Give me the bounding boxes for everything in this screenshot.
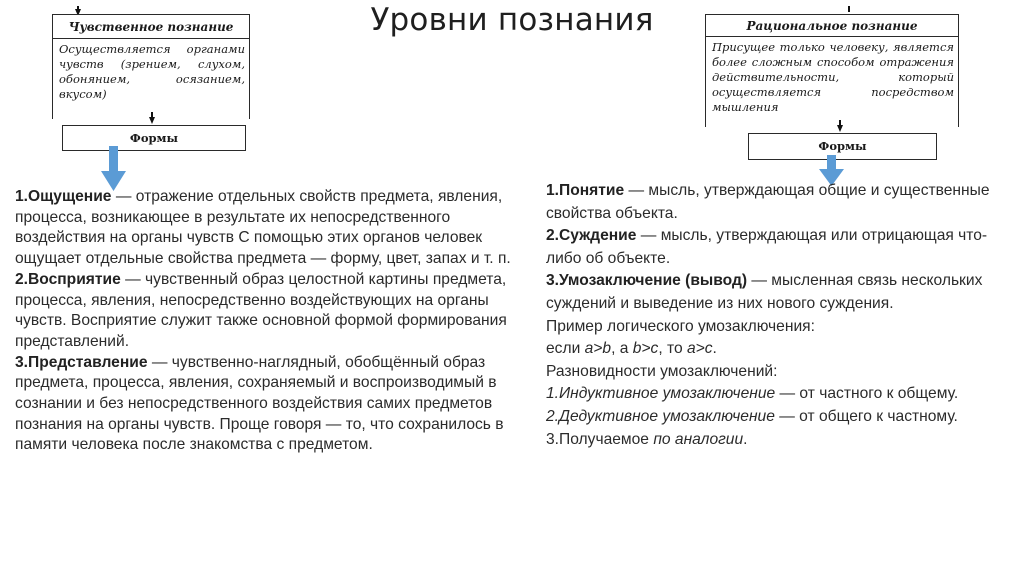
varieties-label: Разновидности умозаключений: — [546, 362, 778, 380]
variety-analogy-prefix: 3.Получаемое — [546, 430, 654, 448]
rational-cognition-box — [705, 14, 959, 127]
rational-cognition-header: Рациональное познание — [706, 15, 958, 37]
variety-deductive-desc: — от общего к частному. — [774, 407, 958, 425]
variety-inductive-desc: — от частного к общему. — [775, 385, 959, 403]
definition-representation: — чувственно-наглядный, обобщённый образ предмета, процесса, явления, сохраняемый и воспроизводимый в сознании и без непосредственного воздействия самих предметов познания на органы чувств. Проще говоря — то, что сохранилось в памяти человека после знакомства с предметом. — [15, 353, 504, 454]
variety-analogy-term: по аналогии — [653, 430, 744, 448]
variety-deductive — [546, 406, 1016, 429]
sensory-forms-list — [15, 187, 535, 456]
logic-example — [546, 338, 1016, 361]
list-item-concept — [546, 180, 1016, 225]
sensory-forms-box — [62, 125, 246, 151]
example-a-gt-b: a>b — [584, 340, 612, 358]
definition-judgment: — мысль, утверждающая или отрицающая что-либо об объекте. — [546, 227, 988, 267]
down-arrowhead-icon — [837, 125, 843, 132]
example-and: , а — [611, 340, 633, 358]
variety-inductive — [546, 383, 1016, 406]
term-judgment: 2.Суждение — [546, 227, 637, 245]
rational-forms-list — [546, 180, 1016, 451]
term-sensation: 1.Ощущение — [15, 188, 112, 205]
down-arrowhead-icon — [149, 117, 155, 124]
sensory-cognition-box — [52, 14, 250, 119]
list-item-perception — [15, 270, 535, 353]
term-concept: 1.Понятие — [546, 182, 625, 199]
example-b-gt-c: b>c — [632, 340, 659, 358]
term-inference: 3.Умозаключение (вывод) — [546, 272, 748, 290]
example-label: Пример логического умозаключения: — [546, 317, 815, 335]
sensory-cognition-header: Чувственное познание — [53, 15, 249, 39]
list-item-sensation — [15, 187, 535, 270]
term-representation: 3.Представление — [15, 353, 148, 371]
definition-inference: — мысленная связь нескольких суждений и выведение из них нового суждения. — [546, 272, 983, 312]
definition-perception: — чувственный образ целостной картины предмета, процесса, явления, непосредственно воздействующих на органы чувств. Восприятие служит также основной формой формирования представлений. — [15, 270, 507, 350]
list-item-inference — [546, 270, 1016, 315]
rational-forms-label: Формы — [818, 139, 867, 153]
example-then: , то — [658, 340, 687, 358]
list-item-judgment — [546, 225, 1016, 270]
sensory-forms-label: Формы — [129, 131, 179, 145]
example-end: . — [712, 340, 717, 358]
example-a-gt-c: a>c — [686, 340, 713, 358]
term-perception: 2.Восприятие — [15, 270, 121, 288]
sensory-cognition-description: Осуществляется органами чувств (зрением, слухом, обонянием, осязанием, вкусом) — [59, 42, 245, 101]
example-if: если — [546, 340, 585, 358]
connector-line — [848, 6, 850, 12]
definition-sensation: — отражение отдельных свойств предмета, явления, процесса, возникающее в результате их непосредственного воздействия на органы чувств С помощью этих органов человек ощущает отдельные свойства предмета — форму, цвет, запах и т. п. — [15, 188, 511, 268]
slide-title: Уровни познания — [370, 2, 654, 38]
variety-analogy-end: . — [743, 430, 748, 448]
definition-concept: — мысль, утверждающая общие и существенные свойства объекта. — [546, 182, 990, 222]
variety-deductive-term: 2.Дедуктивное умозаключение — [546, 407, 775, 425]
list-item-representation — [15, 353, 535, 457]
variety-inductive-term: 1.Индуктивное умозаключение — [546, 385, 776, 403]
variety-analogy — [546, 429, 1016, 452]
down-arrow-icon — [100, 146, 128, 192]
rational-cognition-description: Присущее только человеку, является более сложным способом отражения действительности, который осуществляется посредством мышления — [712, 40, 954, 114]
